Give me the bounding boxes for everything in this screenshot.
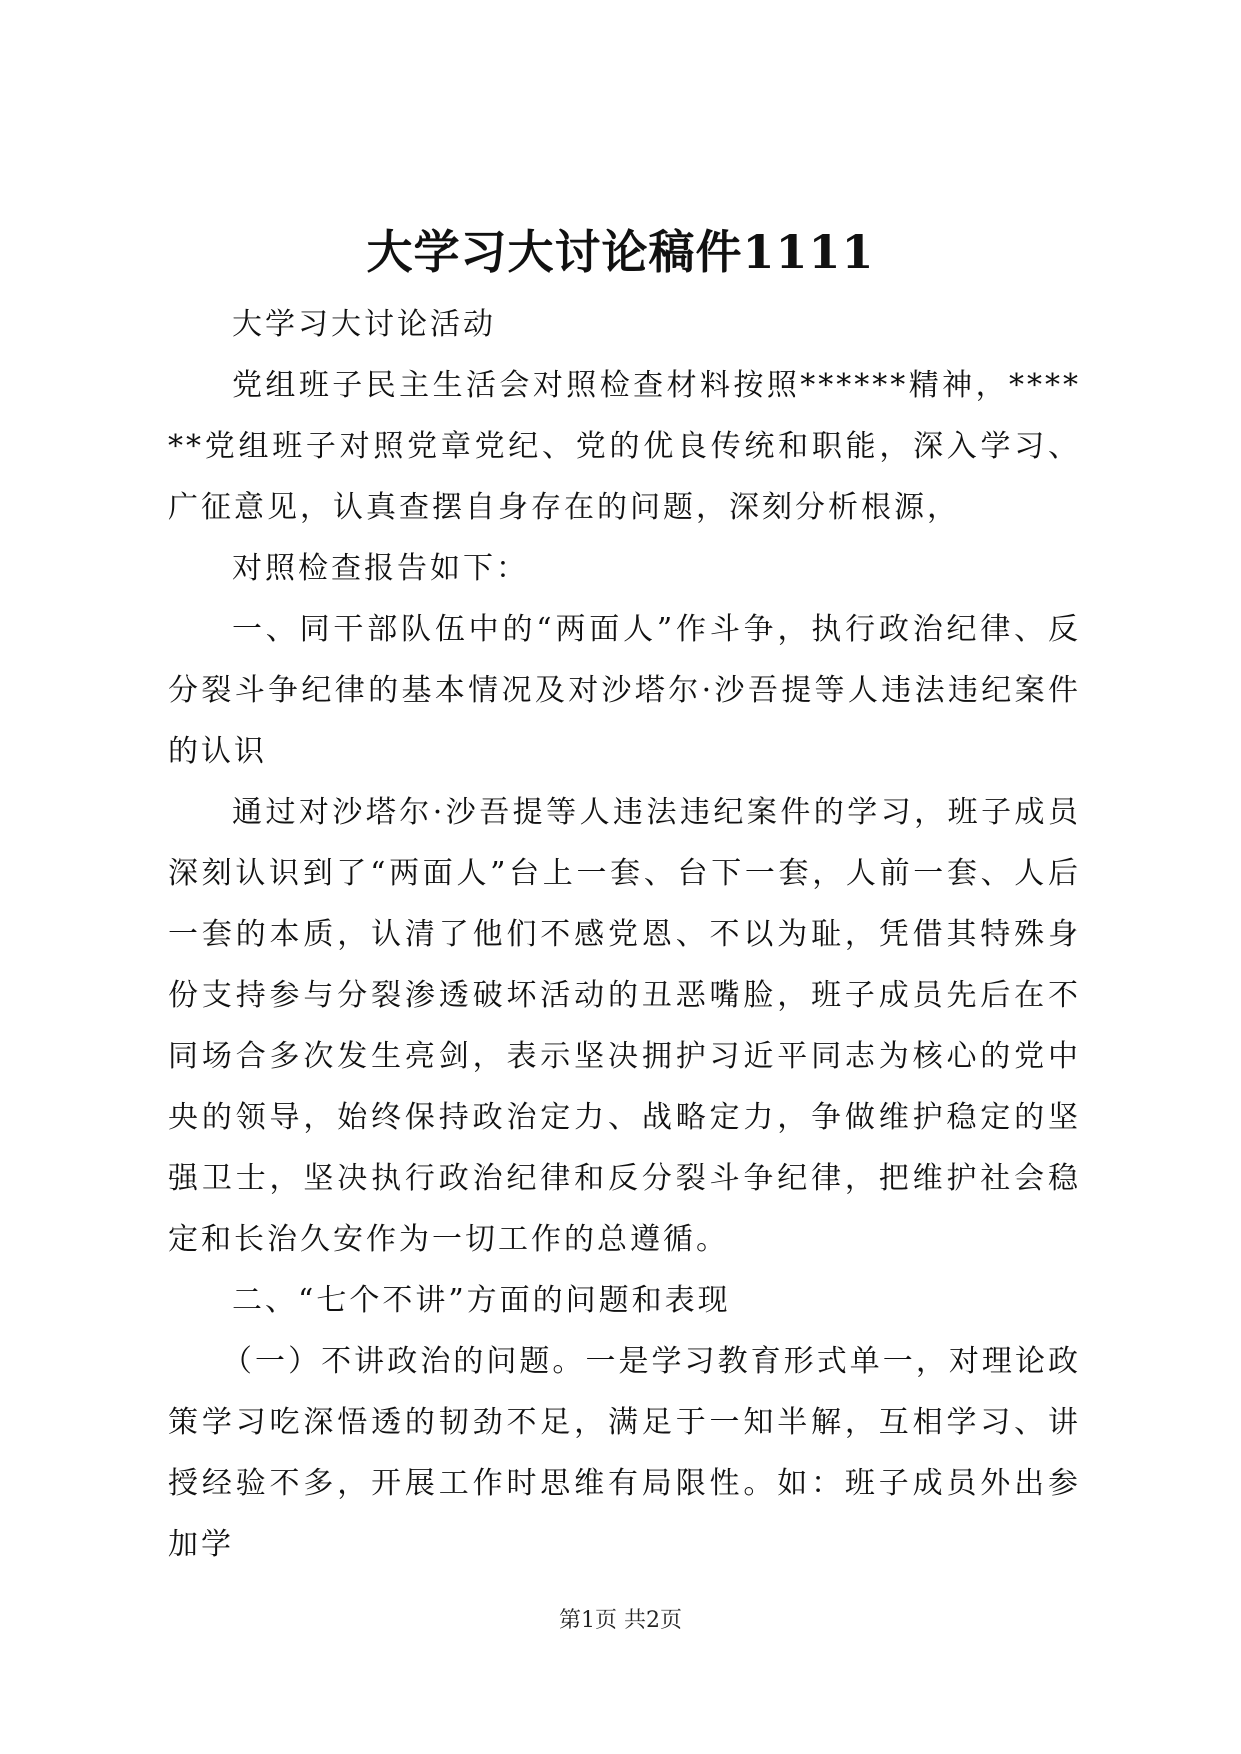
section-heading-two: 二、“七个不讲”方面的问题和表现 bbox=[232, 1283, 731, 1318]
document-title: 大学习大讨论稿件1111 bbox=[366, 225, 875, 279]
section-heading-one: 一、同干部队伍中的“两面人”作斗争，执行政治纪律、反分裂斗争纪律的基本情况及对沙塔尔·沙吾提等人违法违纪案件的认识 bbox=[168, 612, 1081, 769]
paragraph-activity-name: 大学习大讨论活动 bbox=[232, 307, 496, 342]
paragraph-subsection-one: （一）不讲政治的问题。一是学习教育形式单一，对理论政策学习吃深悟透的韧劲不足，满足于一知半解，互相学习、讲授经验不多，开展工作时思维有局限性。如：班子成员外出参加学 bbox=[168, 1344, 1081, 1562]
paragraph-report-lead: 对照检查报告如下： bbox=[232, 551, 529, 586]
page-footer: 第1页 共2页 bbox=[559, 1608, 682, 1633]
paragraph-section-one-body: 通过对沙塔尔·沙吾提等人违法违纪案件的学习，班子成员深刻认识到了“两面人”台上一套、台下一套，人前一套、人后一套的本质，认清了他们不感党恩、不以为耻，凭借其特殊身份支持参与分裂渗透破坏活动的丑恶嘴脸，班子成员先后在不同场合多次发生亮剑，表示坚决拥护习近平同志为核心的党中央的领导，始终保持政治定力、战略定力，争做维护稳定的坚强卫士，坚决执行政治纪律和反分裂斗争纪律，把维护社会稳定和长治久安作为一切工作的总遵循。 bbox=[168, 795, 1081, 1257]
paragraph-intro: 党组班子民主生活会对照检查材料按照******精神，******党组班子对照党章党纪、党的优良传统和职能，深入学习、广征意见，认真查摆自身存在的问题，深刻分析根源， bbox=[168, 368, 1081, 525]
document-body bbox=[168, 294, 1081, 1575]
